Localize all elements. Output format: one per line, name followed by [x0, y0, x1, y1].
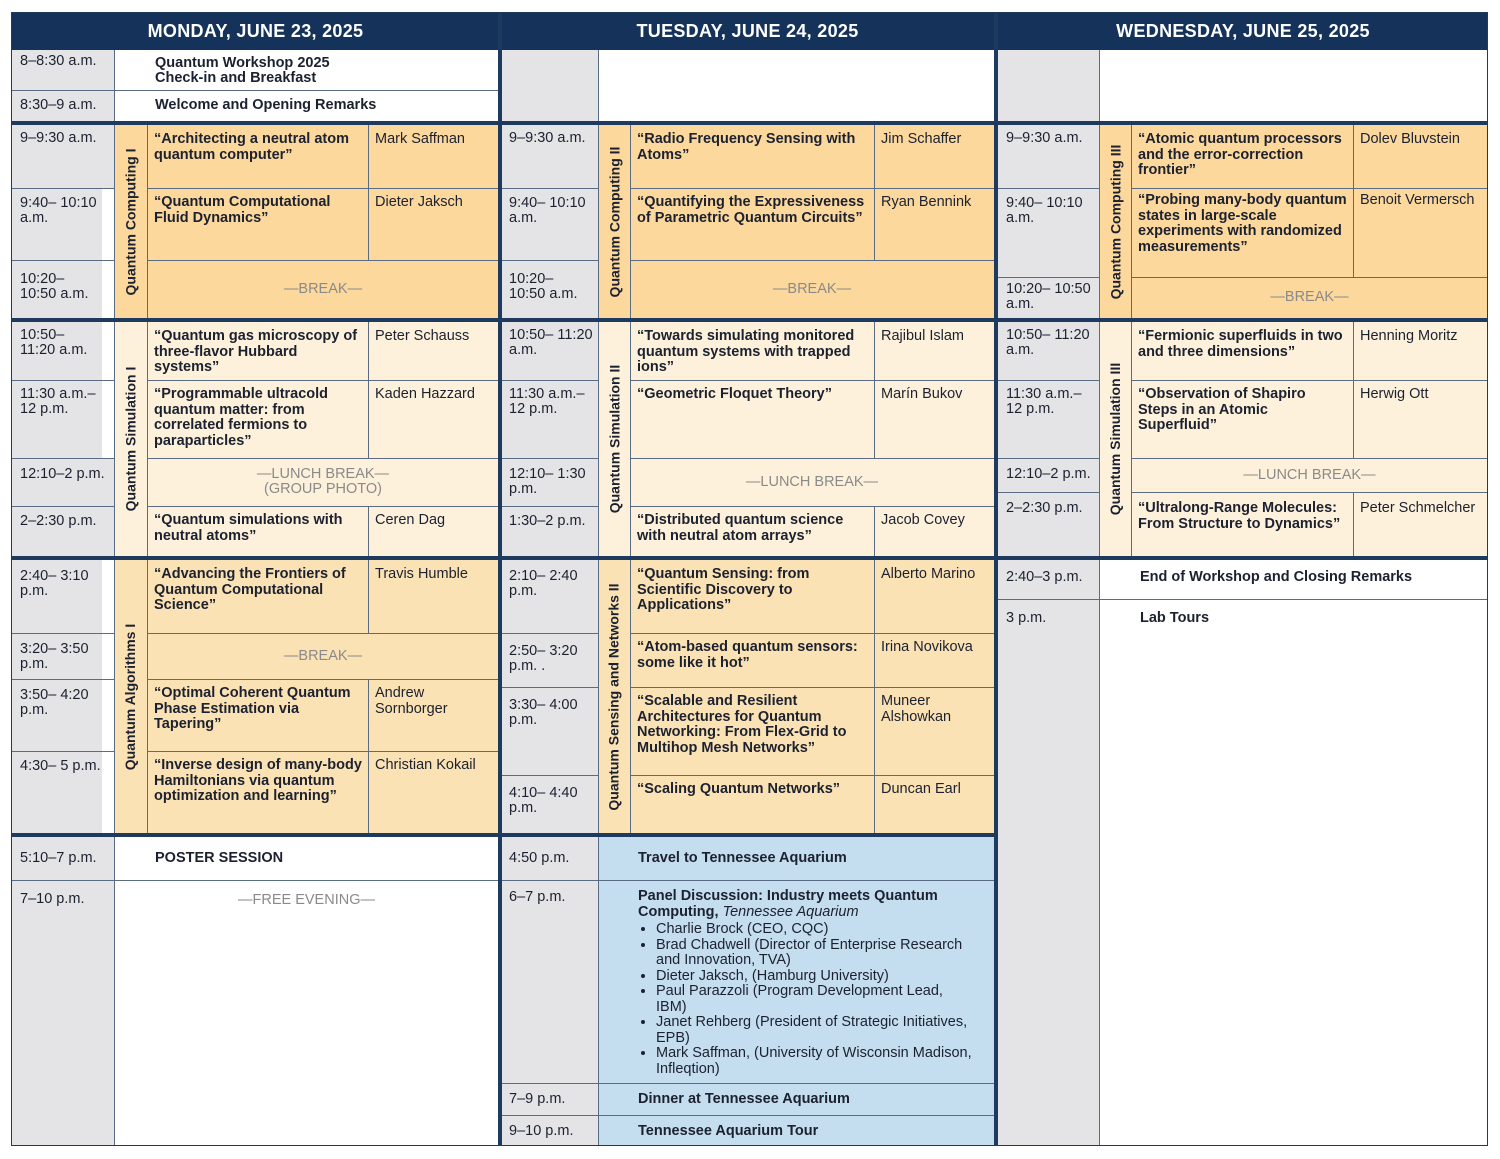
speaker: [874, 322, 994, 380]
session-label: [1099, 125, 1131, 318]
time-label: 9–9:30 a.m.: [1006, 130, 1083, 146]
column-divider: [994, 12, 998, 1146]
lunch-break-cell: [630, 458, 994, 506]
welcome-block: [114, 90, 499, 121]
monday-header: MONDAY, JUNE 23, 2025: [12, 12, 499, 50]
speaker: [1353, 188, 1488, 277]
time-label: 10:50– 11:20 a.m.: [1006, 327, 1090, 358]
speaker-name: Benoit Vermersch: [1360, 192, 1475, 208]
lab-tours-text: Lab Tours: [1140, 610, 1210, 626]
speaker: [874, 188, 994, 260]
time-cell: [12, 679, 102, 751]
panel-title: Panel Discussion: Industry meets Quantum Computing,: [638, 888, 938, 920]
time-cell: [12, 90, 114, 121]
speaker-name: Rajibul Islam: [881, 328, 964, 344]
time-label: 11:30 a.m.– 12 p.m.: [20, 386, 96, 417]
time-cell: [12, 880, 114, 1146]
time-cell: [12, 837, 114, 880]
panelist-list: [638, 922, 974, 1077]
time-cell: [501, 880, 598, 1083]
break-cell: [147, 260, 499, 318]
time-cell: [998, 560, 1099, 599]
talk-title-text: “Scalable and Resilient Architectures for Quantum Networking: From Flex-Grid to Multihop Mesh Networks”: [637, 693, 847, 756]
time-label: 10:20– 10:50 a.m.: [509, 271, 578, 302]
speaker-name: Henning Moritz: [1360, 328, 1458, 344]
time-label: 4:50 p.m.: [509, 850, 570, 866]
speaker-name: Ceren Dag: [375, 512, 446, 528]
speaker-name: Dolev Bluvstein: [1360, 131, 1460, 147]
poster-text: POSTER SESSION: [155, 850, 284, 866]
speaker-name: Muneer Alshowkan: [881, 693, 952, 725]
speaker: [874, 380, 994, 458]
talk-title: [630, 506, 874, 556]
talk-title-text: “Quantum Computational Fluid Dynamics”: [154, 194, 331, 226]
talk-title: [147, 679, 368, 751]
session-label: [598, 560, 630, 833]
checkin-block: [114, 50, 499, 90]
talk-title: [147, 125, 368, 188]
talk-title-text: “Advancing the Frontiers of Quantum Computational Science”: [154, 566, 346, 613]
time-cell: [12, 260, 102, 318]
tuesday-header: TUESDAY, JUNE 24, 2025: [501, 12, 994, 50]
speaker: [1353, 380, 1488, 458]
speaker-name: Travis Humble: [375, 566, 468, 582]
talk-title: [1131, 492, 1353, 556]
tour-text: Tennessee Aquarium Tour: [638, 1123, 819, 1139]
session-label-text: Quantum Algorithms I: [122, 623, 139, 770]
time-cell: [998, 492, 1099, 556]
time-label: 3:30– 4:00 p.m.: [509, 697, 578, 728]
time-label: 6–7 p.m.: [509, 889, 566, 905]
session-label: [114, 322, 147, 556]
break-text: —LUNCH BREAK—: [256, 466, 390, 482]
time-cell: [12, 506, 114, 556]
closing-block: [1099, 560, 1488, 599]
speaker-name: Dieter Jaksch: [375, 194, 463, 210]
talk-title: [147, 188, 368, 260]
time-cell: [501, 1115, 598, 1146]
time-cell: [12, 751, 102, 833]
time-cell: [501, 322, 598, 380]
speaker: [368, 322, 499, 380]
travel-text: Travel to Tennessee Aquarium: [638, 850, 847, 866]
talk-title-text: “Architecting a neutral atom quantum computer”: [154, 131, 349, 163]
free-evening: [114, 880, 499, 1146]
time-cell: [501, 837, 598, 880]
speaker: [1353, 125, 1488, 188]
time-label: 7–10 p.m.: [20, 891, 85, 907]
lunch-break-cell: [147, 458, 499, 506]
talk-title: [630, 322, 874, 380]
time-cell: [12, 322, 102, 380]
time-cell: [501, 633, 598, 687]
speaker: [874, 506, 994, 556]
speaker: [874, 633, 994, 687]
panel-venue: Tennessee Aquarium: [722, 903, 859, 920]
time-label: 7–9 p.m.: [509, 1091, 566, 1107]
time-cell: [501, 125, 598, 188]
time-cell: [998, 599, 1099, 1146]
talk-title-text: “Inverse design of many-body Hamiltonians via quantum optimization and learning”: [154, 757, 362, 804]
break-cell: [147, 633, 499, 679]
time-cell: [998, 277, 1099, 318]
session-label: [114, 560, 147, 833]
speaker-name: Peter Schauss: [375, 328, 470, 344]
talk-title: [630, 633, 874, 687]
time-cell: [501, 560, 598, 633]
session-label: [598, 125, 630, 318]
speaker-name: Irina Novikova: [881, 639, 973, 655]
time-label: 11:30 a.m.– 12 p.m.: [509, 386, 585, 417]
talk-title: [630, 687, 874, 775]
session-label-text: Quantum Simulation I: [122, 366, 139, 512]
time-label: 9–9:30 a.m.: [20, 130, 97, 146]
wednesday-column: [998, 12, 1488, 1146]
talk-title-text: “Observation of Shapiro Steps in an Atomic Superfluid”: [1138, 386, 1306, 433]
break-cell: [1131, 277, 1488, 318]
break-text: —BREAK—: [283, 280, 363, 297]
time-label: 4:30– 5 p.m.: [20, 758, 101, 774]
talk-title: [147, 322, 368, 380]
time-cell-empty: [998, 50, 1099, 121]
time-cell: [12, 560, 102, 633]
speaker: [874, 560, 994, 633]
talk-title-text: “Radio Frequency Sensing with Atoms”: [637, 131, 856, 163]
talk-title: [630, 560, 874, 633]
talk-title-text: “Quantum Sensing: from Scientific Discovery to Applications”: [637, 566, 810, 613]
speaker: [368, 380, 499, 458]
time-label: 4:10– 4:40 p.m.: [509, 785, 578, 816]
talk-title: [1131, 380, 1353, 458]
time-cell: [12, 50, 114, 90]
break-cell: [630, 260, 994, 318]
session-label-text: Quantum Simulation II: [606, 364, 622, 514]
talk-title-text: “Geometric Floquet Theory”: [637, 386, 832, 402]
talk-title-text: “Atom-based quantum sensors: some like it hot”: [637, 639, 858, 671]
time-cell: [501, 188, 591, 260]
dinner-text: Dinner at Tennessee Aquarium: [638, 1091, 850, 1107]
break-text: —BREAK—: [283, 647, 363, 664]
time-cell: [12, 633, 102, 679]
speaker-name: Alberto Marino: [881, 566, 976, 582]
session-label-text: Quantum Computing III: [1107, 144, 1124, 299]
time-label: 3:20– 3:50 p.m.: [20, 641, 89, 672]
time-cell: [12, 188, 102, 260]
panelist: • Dieter Jaksch, (Hamburg University): [656, 969, 974, 985]
speaker-name: Christian Kokail: [375, 757, 476, 773]
time-cell: [501, 458, 598, 506]
time-label: 3:50– 4:20 p.m.: [20, 687, 89, 718]
talk-title-text: “Ultralong-Range Molecules: From Structure to Dynamics”: [1138, 500, 1341, 532]
talk-title: [147, 751, 368, 833]
panelist: • Brad Chadwell (Director of Enterprise Research and Innovation, TVA): [656, 938, 974, 969]
time-cell: [998, 125, 1099, 188]
talk-title: [147, 506, 368, 556]
session-label: [114, 125, 147, 318]
dinner-block: [598, 1083, 994, 1115]
talk-title: [630, 380, 874, 458]
time-cell: [501, 687, 598, 775]
time-label: 9:40– 10:10 a.m.: [1006, 195, 1083, 226]
session-label: [1099, 322, 1131, 556]
talk-title-text: “Scaling Quantum Networks”: [637, 781, 841, 797]
talk-title: [630, 775, 874, 833]
session-label-text: Quantum Computing II: [606, 146, 622, 297]
time-cell: [501, 380, 598, 458]
lunch-break-cell: [1131, 458, 1488, 492]
speaker-name: Peter Schmelcher: [1360, 500, 1476, 516]
speaker: [1353, 322, 1488, 380]
speaker-name: Kaden Hazzard: [375, 386, 475, 402]
speaker-name: Herwig Ott: [1360, 386, 1429, 402]
time-label: 9:40– 10:10 a.m.: [509, 195, 586, 226]
talk-title: [1131, 188, 1353, 277]
time-cell: [998, 322, 1099, 380]
time-label: 1:30–2 p.m.: [509, 513, 586, 529]
talk-title: [1131, 125, 1353, 188]
session-label-text: Quantum Computing I: [122, 148, 139, 295]
time-label: 3 p.m.: [1006, 610, 1047, 626]
time-label: 10:50– 11:20 a.m.: [20, 327, 88, 358]
speaker: [874, 687, 994, 775]
time-label: 10:20– 10:50 a.m.: [20, 271, 89, 302]
poster-session: [114, 837, 499, 880]
speaker-name: Jacob Covey: [881, 512, 965, 528]
speaker: [368, 125, 499, 188]
break-text: —LUNCH BREAK—: [745, 473, 879, 490]
time-cell: [998, 458, 1099, 492]
talk-title: [630, 125, 874, 188]
time-label: 2–2:30 p.m.: [1006, 500, 1083, 516]
time-label: 2:50– 3:20 p.m. .: [509, 643, 578, 674]
time-label: 2–2:30 p.m.: [20, 513, 97, 529]
panelist: • Paul Parazzoli (Program Development Lead, IBM): [656, 984, 974, 1015]
monday-column: [12, 12, 499, 1146]
talk-title-text: “Quantum gas microscopy of three-flavor Hubbard systems”: [154, 328, 358, 375]
closing-text: End of Workshop and Closing Remarks: [1140, 569, 1413, 585]
time-cell: [12, 458, 114, 506]
time-label: 9–10 p.m.: [509, 1123, 574, 1139]
panel-block: [598, 880, 994, 1083]
time-cell-empty: [501, 50, 598, 121]
time-label: 2:40– 3:10 p.m.: [20, 568, 89, 599]
talk-title-text: “Quantum simulations with neutral atoms”: [154, 512, 343, 544]
talk-title-text: “Towards simulating monitored quantum systems with trapped ions”: [637, 328, 855, 375]
talk-title: [147, 560, 368, 633]
time-cell: [12, 380, 102, 458]
time-label: 8:30–9 a.m.: [20, 97, 97, 113]
speaker-name: Jim Schaffer: [881, 131, 962, 147]
time-label: 9:40– 10:10 a.m.: [20, 195, 97, 226]
speaker: [368, 751, 499, 833]
time-label: 12:10–2 p.m.: [1006, 466, 1091, 482]
time-cell: [12, 125, 114, 188]
talk-title-text: “Optimal Coherent Quantum Phase Estimation via Tapering”: [154, 685, 351, 732]
break-text: —LUNCH BREAK—: [1243, 466, 1376, 483]
time-cell: [501, 506, 598, 556]
time-label: 2:40–3 p.m.: [1006, 569, 1083, 585]
speaker: [368, 506, 499, 556]
time-label: 2:10– 2:40 p.m.: [509, 568, 578, 599]
panelist: • Mark Saffman, (University of Wisconsin Madison, Infleqtion): [656, 1046, 974, 1077]
checkin-line2: Check-in and Breakfast: [155, 70, 317, 86]
panelist: • Janet Rehberg (President of Strategic Initiatives, EPB): [656, 1015, 974, 1046]
time-label: 10:50– 11:20 a.m.: [509, 327, 593, 358]
speaker: [874, 125, 994, 188]
talk-title-text: “Probing many-body quantum states in large-scale experiments with randomized measurements”: [1138, 192, 1347, 255]
speaker: [1353, 492, 1488, 556]
time-label: 10:20– 10:50 a.m.: [1006, 281, 1091, 312]
session-label-text: Quantum Simulation III: [1107, 362, 1124, 516]
talk-title-text: “Fermionic superfluids in two and three dimensions”: [1138, 328, 1343, 360]
session-label: [598, 322, 630, 556]
speaker-name: Marín Bukov: [881, 386, 963, 402]
column-divider: [498, 12, 502, 1146]
break-text: —BREAK—: [772, 280, 852, 297]
time-label: 12:10– 1:30 p.m.: [509, 466, 586, 497]
speaker: [874, 775, 994, 833]
free-evening-text: —FREE EVENING—: [238, 892, 375, 908]
speaker-name: Ryan Bennink: [881, 194, 972, 210]
session-label-text: Quantum Sensing and Networks II: [606, 582, 622, 811]
time-label: 9–9:30 a.m.: [509, 130, 586, 146]
speaker-name: Duncan Earl: [881, 781, 961, 797]
checkin-line1: Quantum Workshop 2025: [155, 55, 330, 71]
tour-block: [598, 1115, 994, 1146]
lab-tours-block: [1099, 599, 1488, 1146]
welcome-text: Welcome and Opening Remarks: [155, 97, 377, 113]
talk-title: [1131, 322, 1353, 380]
panelist: • Charlie Brock (CEO, CQC): [656, 922, 974, 938]
wednesday-header: WEDNESDAY, JUNE 25, 2025: [998, 12, 1488, 50]
time-label: 12:10–2 p.m.: [20, 466, 105, 482]
talk-title: [630, 188, 874, 260]
speaker: [368, 679, 499, 751]
speaker-name: Mark Saffman: [375, 131, 465, 147]
speaker-name: Andrew Sornborger: [375, 685, 448, 717]
group-photo-text: (GROUP PHOTO): [264, 481, 382, 497]
break-text: —BREAK—: [1270, 289, 1349, 305]
speaker: [368, 560, 499, 633]
time-cell: [501, 260, 591, 318]
tuesday-column: [501, 12, 994, 1146]
talk-title-text: “Programmable ultracold quantum matter: from correlated fermions to paraparticles”: [154, 386, 329, 449]
talk-title: [147, 380, 368, 458]
time-cell: [501, 1083, 598, 1115]
travel-block: [598, 837, 994, 880]
time-cell: [998, 188, 1099, 277]
talk-title-text: “Distributed quantum science with neutral atom arrays”: [637, 512, 844, 544]
time-label: 8–8:30 a.m.: [20, 53, 97, 69]
time-label: 11:30 a.m.– 12 p.m.: [1006, 386, 1082, 417]
speaker: [368, 188, 499, 260]
time-cell: [998, 380, 1099, 458]
talk-title-text: “Atomic quantum processors and the error-correction frontier”: [1138, 131, 1342, 178]
time-cell: [501, 775, 598, 833]
time-label: 5:10–7 p.m.: [20, 850, 97, 866]
talk-title-text: “Quantifying the Expressiveness of Parametric Quantum Circuits”: [637, 194, 865, 226]
